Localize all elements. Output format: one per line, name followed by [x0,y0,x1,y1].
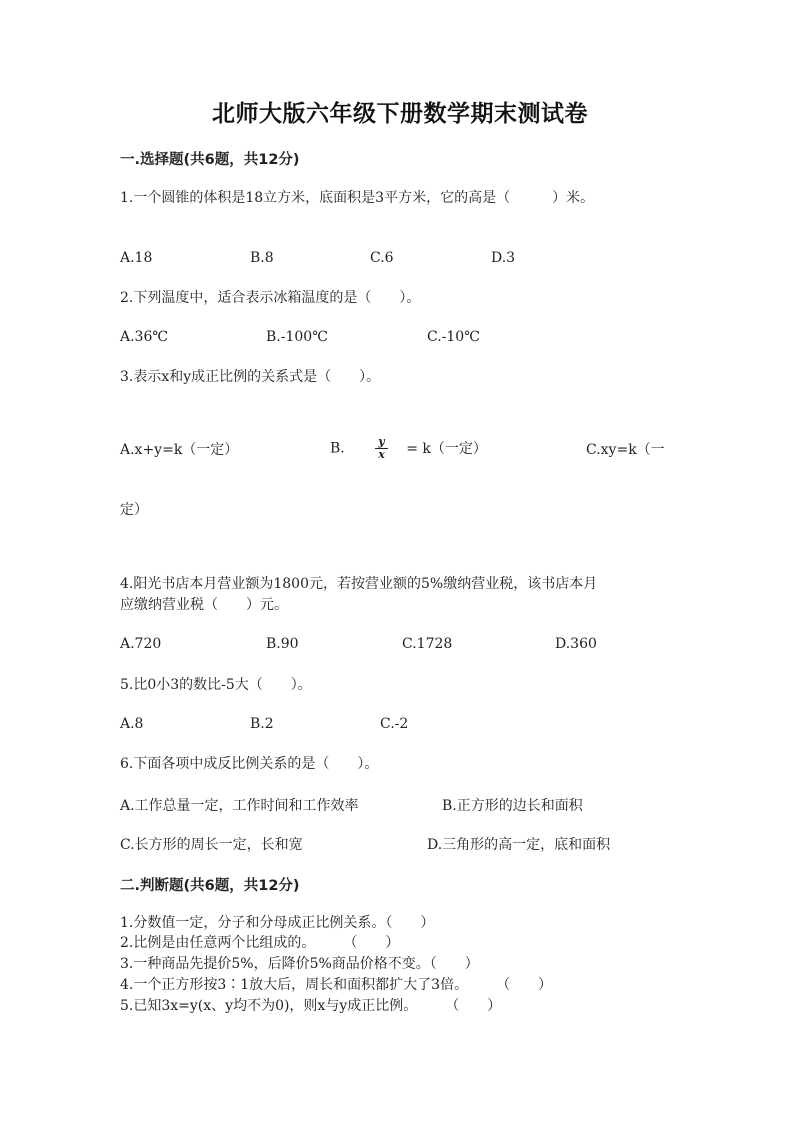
judge-item-1: 1.分数值一定，分子和分母成正比例关系。（ ） [120,915,435,931]
q3-option-c: C.xy=k（一 [586,442,665,458]
fraction-y-over-x [375,436,388,461]
q3-option-b-label: B. [330,440,345,457]
q4-option-d: D.360 [555,636,597,652]
q3-option-b [330,436,487,461]
question-3: 3.表示x和y成正比例的关系式是（ ）。 [120,369,381,385]
fraction-denominator: x [375,448,388,461]
q6-option-b: B.正方形的边长和面积 [442,798,583,814]
section-heading-true-false: 二.判断题(共6题，共12分) [120,878,300,894]
q4-option-b: B.90 [266,636,299,652]
page-title: 北师大版六年级下册数学期末测试卷 [212,101,588,127]
q3-option-b-text: = k（一定） [406,440,487,457]
question-1: 1.一个圆锥的体积是18立方米，底面积是3平方米，它的高是（ ）米。 [120,190,595,206]
q6-option-a: A.工作总量一定，工作时间和工作效率 [120,798,359,814]
q1-option-d: D.3 [491,250,516,266]
judge-item-4: 4.一个正方形按3∶1放大后，周长和面积都扩大了3倍。 （ ） [120,977,553,993]
question-4-line-1: 4.阳光书店本月营业额为1800元，若按营业额的5%缴纳营业税，该书店本月 [120,576,598,592]
q1-option-c: C.6 [370,250,394,266]
question-2: 2.下列温度中，适合表示冰箱温度的是（ ）。 [120,290,421,306]
q6-option-d: D.三角形的高一定，底和面积 [427,837,611,853]
q4-option-c: C.1728 [402,636,453,652]
q3-option-a: A.x+y=k（一定） [120,442,239,458]
fraction-numerator: y [378,435,385,448]
q5-option-a: A.8 [120,716,144,732]
q1-option-a: A.18 [120,250,153,266]
q4-option-a: A.720 [120,636,162,652]
q2-option-b: B.-100℃ [266,329,328,345]
q3-option-c-continued: 定） [120,502,148,518]
q2-option-a: A.36℃ [120,329,169,345]
question-6: 6.下面各项中成反比例关系的是（ ）。 [120,756,379,772]
judge-item-2: 2.比例是由任意两个比组成的。 （ ） [120,935,400,951]
q5-option-b: B.2 [250,716,274,732]
judge-item-5: 5.已知3x=y(x、y均不为0)，则x与y成正比例。 （ ） [120,998,502,1014]
question-4-line-2: 应缴纳营业税（ ）元。 [120,597,288,613]
q2-option-c: C.-10℃ [427,329,480,345]
q5-option-c: C.-2 [380,716,409,732]
q6-option-c: C.长方形的周长一定，长和宽 [120,837,303,853]
section-heading-choice: 一.选择题(共6题，共12分) [120,152,300,168]
q1-option-b: B.8 [250,250,274,266]
judge-item-3: 3.一种商品先提价5%，后降价5%商品价格不变。（ ） [120,956,479,972]
question-5: 5.比0小3的数比-5大（ ）。 [120,677,312,693]
